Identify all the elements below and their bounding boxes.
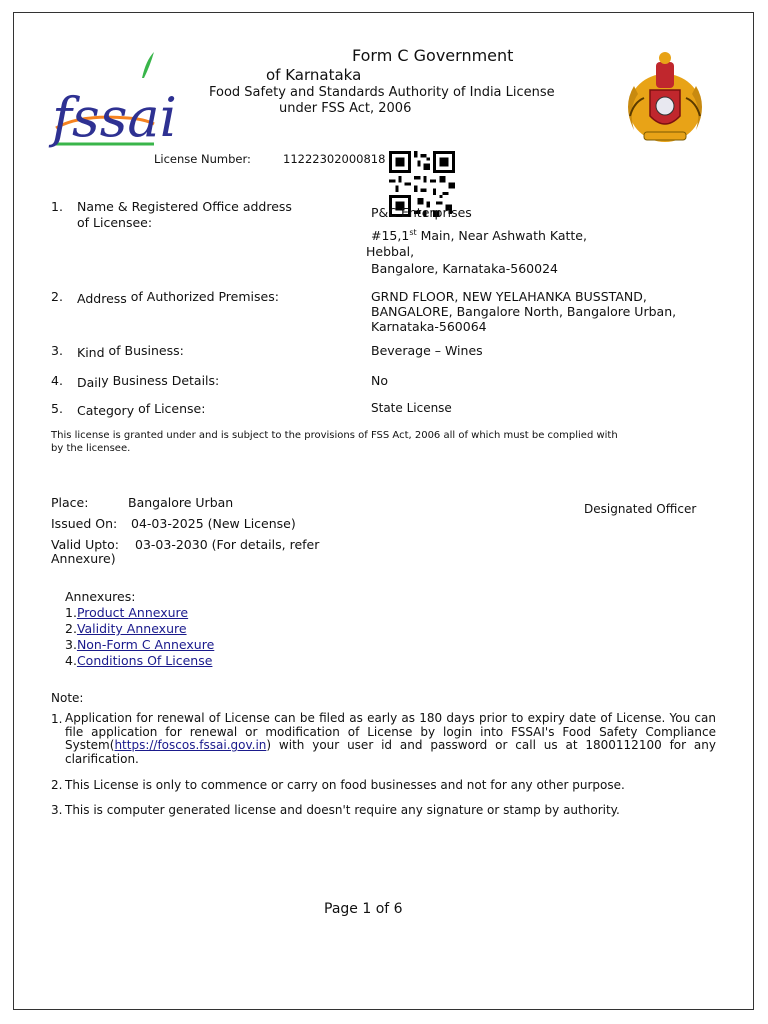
note-1-index: 1. — [51, 712, 63, 726]
valid-upto-value: 03-03-2030 (For details, refer — [135, 537, 320, 552]
license-number-label: License Number: — [154, 152, 251, 166]
field-1-label-line1: Name & Registered Office address — [77, 199, 292, 214]
foscos-link[interactable]: https://foscos.fssai.gov.in — [114, 738, 267, 752]
licensee-name: P&C Enterprises — [371, 205, 472, 220]
valid-upto-value-line2: Annexure) — [51, 551, 116, 566]
non-form-c-annexure-link[interactable]: Non-Form C Annexure — [76, 637, 215, 652]
disclaimer-line1: This license is granted under and is subject to the provisions of FSS Act, 2006 all of which must be complied with — [51, 430, 618, 441]
licensee-address-line3: Bangalore, Karnataka-560024 — [371, 261, 558, 276]
fssai-logo — [50, 48, 177, 150]
disclaimer-line2: by the licensee. — [51, 443, 131, 454]
annexure-item: 3.Non-Form C Annexure — [65, 637, 215, 652]
page-number: Page 1 of 6 — [324, 901, 403, 917]
field-3-index: 3. — [51, 343, 63, 358]
karnataka-emblem-icon — [614, 46, 716, 150]
field-5-label: Category of License: — [77, 401, 206, 418]
field-1-label-line2: of Licensee: — [77, 215, 153, 230]
license-number-value: 11222302000818 — [283, 152, 386, 166]
field-1-index: 1. — [51, 199, 63, 214]
field-5-index: 5. — [51, 401, 63, 416]
authority-title: Food Safety and Standards Authority of India License — [209, 85, 555, 100]
field-2-index: 2. — [51, 289, 63, 304]
issued-on-value: 04-03-2025 (New License) — [131, 516, 296, 531]
daily-business-value: No — [371, 373, 388, 388]
note-heading: Note: — [51, 691, 84, 705]
place-label: Place: — [51, 495, 89, 510]
license-category-value: State License — [371, 401, 452, 415]
valid-upto-label: Valid Upto: — [51, 537, 119, 552]
annexure-item: 2.Validity Annexure — [65, 621, 187, 636]
licensee-address-line1: #15,1st Main, Near Ashwath Katte, — [371, 228, 587, 244]
validity-annexure-link[interactable]: Validity Annexure — [76, 621, 187, 636]
field-3-label: Kind of Business: — [77, 343, 184, 360]
premises-address-line2: BANGALORE, Bangalore North, Bangalore Urban, — [371, 304, 677, 319]
annexure-item: 4.Conditions Of License — [65, 653, 213, 668]
place-value: Bangalore Urban — [128, 495, 234, 510]
field-4-index: 4. — [51, 373, 63, 388]
annexure-item: 1.Product Annexure — [65, 605, 189, 620]
form-title: Form C Government — [352, 46, 514, 65]
premises-address-line1: GRND FLOOR, NEW YELAHANKA BUSSTAND, — [371, 289, 647, 304]
annexures-heading: Annexures: — [65, 589, 136, 604]
field-2-label: Address of Authorized Premises: — [77, 289, 279, 306]
note-2-index: 2. — [51, 778, 63, 792]
premises-address-line3: Karnataka-560064 — [371, 319, 487, 334]
field-4-label: Daily Business Details: — [77, 373, 220, 390]
business-kind-value: Beverage – Wines — [371, 343, 483, 358]
designated-officer: Designated Officer — [584, 502, 697, 516]
note-2-text: This License is only to commence or carry on food businesses and not for any other purpose. — [65, 778, 625, 792]
product-annexure-link[interactable]: Product Annexure — [76, 605, 189, 620]
note-3-index: 3. — [51, 803, 63, 817]
act-title: under FSS Act, 2006 — [279, 101, 412, 116]
licensee-address-line2: Hebbal, — [366, 244, 415, 259]
note-3-text: This is computer generated license and doesn't require any signature or stamp by authority. — [65, 803, 620, 817]
logo-text: fssai — [52, 86, 177, 149]
issued-on-label: Issued On: — [51, 516, 118, 531]
conditions-of-license-link[interactable]: Conditions Of License — [76, 653, 213, 668]
government-title: of Karnataka — [266, 66, 362, 84]
note-1-text: Application for renewal of License can be filed as early as 180 days prior to expiry date of License. You can file application for renewal or modification of License by login into FSSAI's Food Safety Compliance System(https://foscos.fssai.gov.in) with your user id and password or call us at 1800112100 for any clarification. — [65, 711, 716, 766]
